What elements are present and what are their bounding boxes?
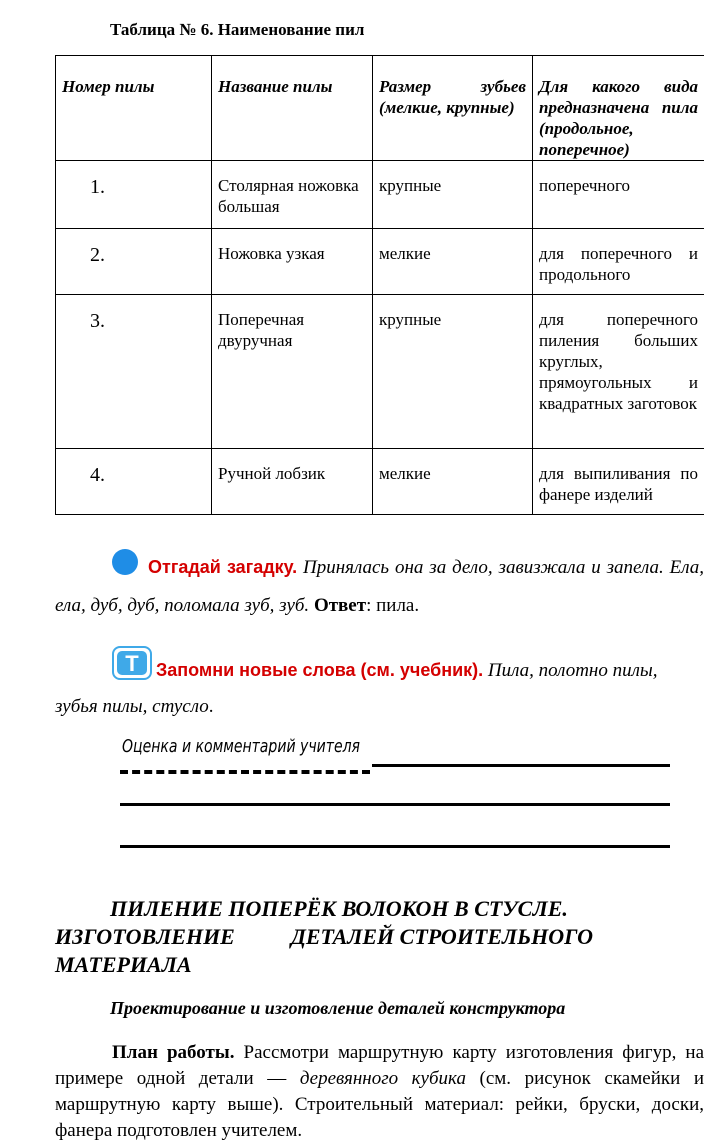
- table-caption: Таблица № 6. Наименование пил: [110, 20, 365, 39]
- plan-italic: деревянного кубика: [299, 1068, 466, 1089]
- plan-text-2: (см. рисунок скамейки и маршрутную карту выше). Строительный материал: рейки, бруски, доски, фанера подготовлен учителем.: [55, 1068, 704, 1141]
- letter-t-icon: [112, 646, 152, 680]
- row-saw-name: Столярная ножовка большая: [212, 161, 373, 229]
- comment-line: [120, 845, 670, 848]
- table-row: [56, 295, 704, 449]
- comment-line: [120, 803, 670, 806]
- plan-label: План работы.: [112, 1042, 235, 1063]
- riddle-text: Принялась она за дело, завизжала и запела. Ела, ела, дуб, дуб, поломала зуб, зуб.: [55, 557, 704, 616]
- row-saw-name: Ручной лобзик: [212, 449, 373, 515]
- new-words-label: Запомни новые слова (см. учебник).: [156, 660, 484, 680]
- table-row: [56, 449, 704, 515]
- heading-line-2a: ИЗГОТОВЛЕНИЕ: [55, 924, 235, 949]
- table-row: [56, 229, 704, 295]
- table-header-row: [56, 56, 704, 161]
- row-purpose: для поперечного и продольного: [533, 229, 704, 295]
- heading-line-2: [55, 923, 704, 951]
- riddle-paragraph: [55, 548, 704, 625]
- row-number: 2.: [56, 229, 212, 295]
- plan-text-1: Рассмотри маршрутную карту изготовления фигур, на примере одной детали —: [55, 1042, 704, 1089]
- new-words-text: Пила, полотно пилы, зубья пилы, стусло: [55, 660, 658, 717]
- header-teeth-size: Размер зубьев (мелкие, крупные): [373, 56, 533, 161]
- heading-line-1: ПИЛЕНИЕ ПОПЕРЁК ВОЛОКОН В СТУСЛЕ.: [110, 896, 568, 921]
- row-number: 4.: [56, 449, 212, 515]
- heading-line-3: МАТЕРИАЛА: [55, 952, 192, 977]
- row-saw-name: Поперечная двуручная: [212, 295, 373, 449]
- row-teeth-size: крупные: [373, 161, 533, 229]
- dashed-divider: [120, 770, 370, 774]
- header-name: Название пилы: [212, 56, 373, 161]
- row-teeth-size: крупные: [373, 295, 533, 449]
- row-saw-name: Ножовка узкая: [212, 229, 373, 295]
- row-number: 3.: [56, 295, 212, 449]
- subheading: Проектирование и изготовление деталей конструктора: [110, 998, 566, 1018]
- heading-line-2b: ДЕТАЛЕЙ СТРОИТЕЛЬНОГО: [290, 924, 593, 949]
- header-number: Номер пилы: [56, 56, 212, 161]
- row-number: 1.: [56, 161, 212, 229]
- letter-t-glyph: Т: [117, 651, 147, 675]
- work-plan-paragraph: [55, 1040, 704, 1144]
- answer-label: Ответ: [313, 595, 367, 616]
- saw-table: [55, 55, 704, 515]
- section-heading: [55, 895, 704, 979]
- answer-text: : пила.: [366, 595, 420, 616]
- new-words-end: .: [208, 696, 214, 717]
- row-teeth-size: мелкие: [373, 449, 533, 515]
- comment-line: [372, 764, 670, 767]
- table-row: [56, 161, 704, 229]
- row-purpose: для выпиливания по фанере изделий: [533, 449, 704, 515]
- teacher-comment-label: Оценка и комментарий учителя: [122, 736, 361, 757]
- row-purpose: поперечного: [533, 161, 704, 229]
- riddle-label: Отгадай загадку.: [148, 557, 298, 577]
- row-teeth-size: мелкие: [373, 229, 533, 295]
- new-words-paragraph: [55, 646, 704, 725]
- row-purpose: для поперечного пиления больших круглых, прямоугольных и квадратных заготовок: [533, 295, 704, 449]
- blue-dot-icon: [112, 549, 138, 575]
- header-purpose: Для какого вида предназначена пила (продольное, поперечное): [533, 56, 704, 161]
